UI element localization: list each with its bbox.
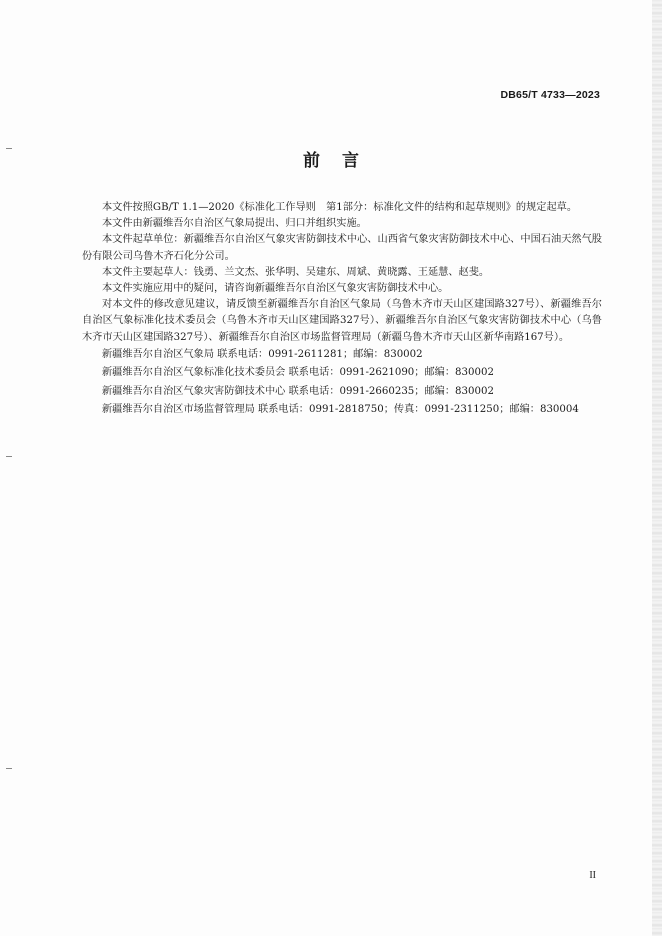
paragraph: 对本文件的修改意见建议，请反馈至新疆维吾尔自治区气象局（乌鲁木齐市天山区建国路327号）、新疆维吾尔自治区气象标准化技术委员会（乌鲁木齐市天山区建国路327号）、新疆维吾尔自治区气象灾害防御技术中心（乌鲁木齐市天山区建国路327号）、新疆维吾尔自治区市场监督管理局（新疆乌鲁木齐市天山区新华南路167号）。 xyxy=(82,299,602,343)
page-title: 前言 xyxy=(303,151,381,171)
paragraph: 本文件起草单位：新疆维吾尔自治区气象灾害防御技术中心、山西省气象灾害防御技术中心、中国石油天然气股份有限公司乌鲁木齐石化分公司。 xyxy=(82,234,602,262)
preface-body xyxy=(82,200,602,420)
paragraph: 本文件实施应用中的疑问，请咨询新疆维吾尔自治区气象灾害防御技术中心。 xyxy=(102,283,449,295)
contact-line: 新疆维吾尔自治区市场监督管理局 联系电话：0991-2818750；传真：0991-2311250；邮编：830004 xyxy=(102,404,579,416)
scan-mark xyxy=(6,456,12,457)
contact-line: 新疆维吾尔自治区气象局 联系电话：0991-2611281；邮编：830002 xyxy=(102,348,423,360)
contact-line: 新疆维吾尔自治区气象标准化技术委员会 联系电话：0991-2621090；邮编：830002 xyxy=(102,367,494,379)
paragraph: 本文件由新疆维吾尔自治区气象局提出、归口并组织实施。 xyxy=(102,218,367,230)
paragraph: 本文件按照GB/T 1.1—2020《标准化工作导则 第1部分：标准化文件的结构和起草规则》的规定起草。 xyxy=(102,202,578,213)
scan-mark xyxy=(6,768,12,769)
page-number: II xyxy=(589,870,596,881)
scan-edge xyxy=(652,0,662,936)
paragraph: 本文件主要起草人：钱勇、兰文杰、张华明、吴建东、周斌、黄晓露、王延慧、赵斐。 xyxy=(102,266,490,278)
contact-line: 新疆维吾尔自治区气象灾害防御技术中心 联系电话：0991-2660235；邮编：830002 xyxy=(102,385,494,397)
standard-number: DB65/T 4733—2023 xyxy=(500,89,600,101)
